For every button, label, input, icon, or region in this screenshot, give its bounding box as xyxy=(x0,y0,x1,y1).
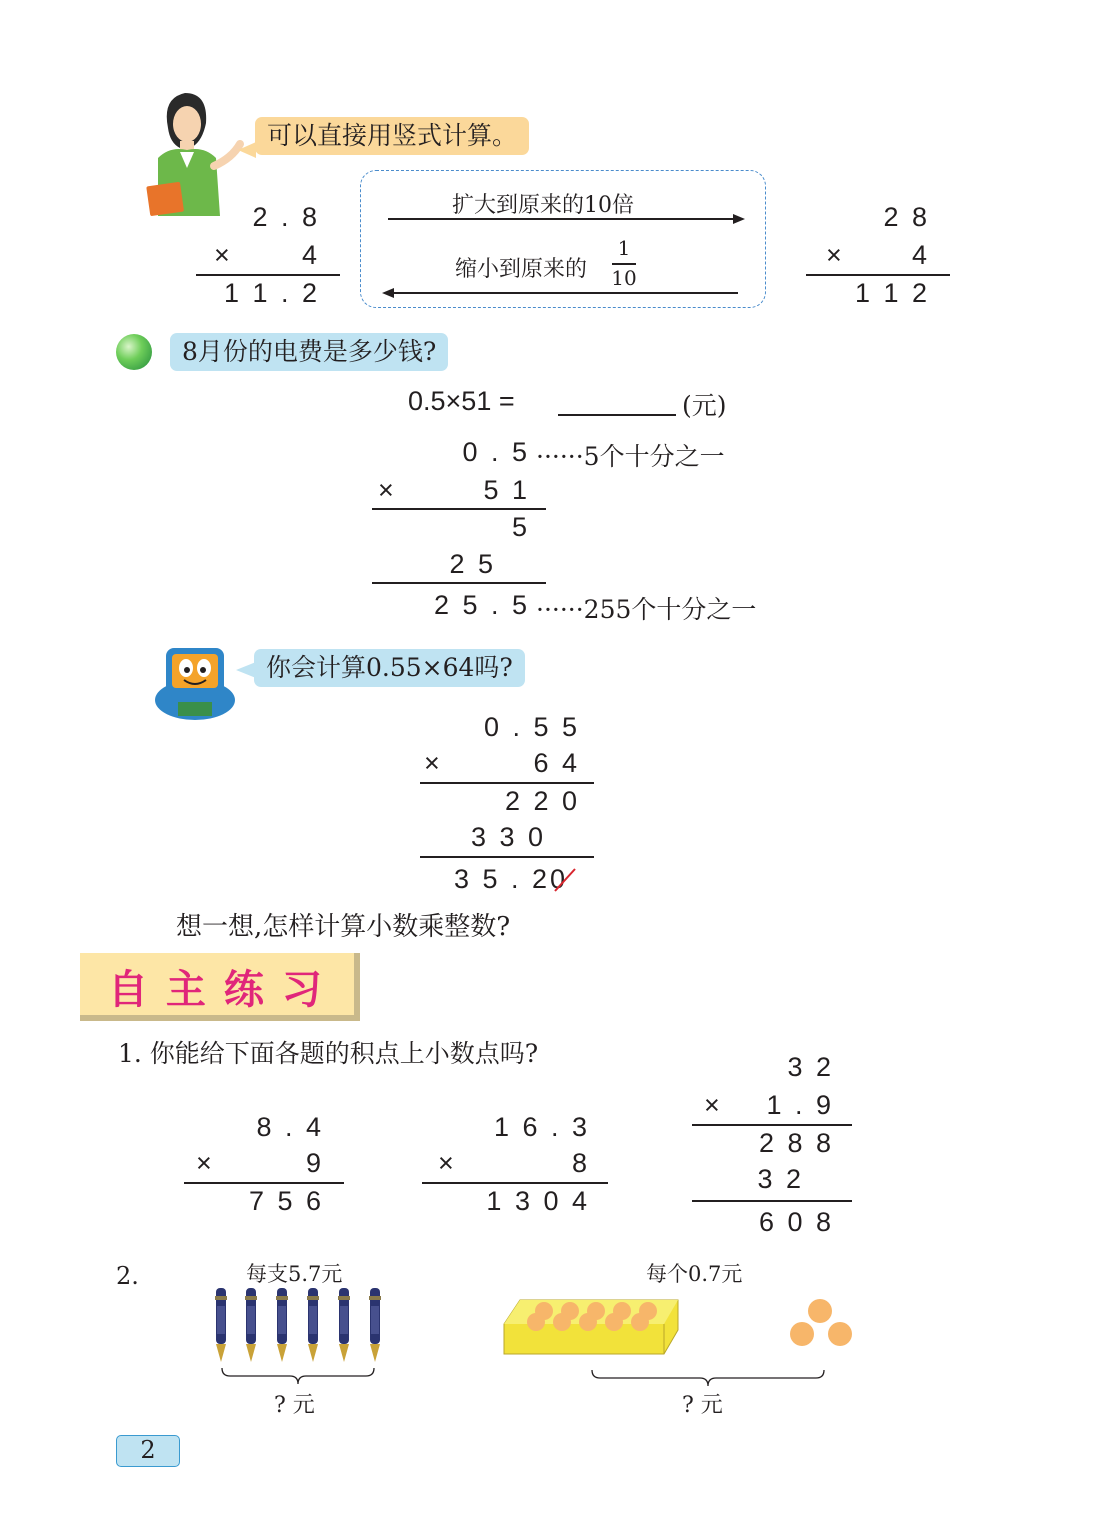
calc3-result: 3 5 . 2 xyxy=(453,864,550,894)
think-prompt: 想一想,怎样计算小数乘整数? xyxy=(176,912,511,942)
question-bubble: 8月份的电费是多少钱? xyxy=(170,333,448,371)
ex1a-rule xyxy=(184,1182,344,1184)
calc2-result-note: ······255个十分之一 xyxy=(536,595,757,624)
egg-price: 每个0.7元 xyxy=(646,1262,743,1286)
ex1-prompt: 1. 你能给下面各题的积点上小数点吗? xyxy=(118,1039,539,1068)
loose-eggs-illustration xyxy=(784,1296,856,1352)
ex1c-rule2 xyxy=(692,1200,852,1202)
pen-question: ? 元 xyxy=(274,1393,315,1418)
robot-illustration xyxy=(152,642,238,722)
cross-out-mark xyxy=(551,866,579,894)
answer-blank xyxy=(558,414,676,416)
shrink-arrow xyxy=(392,292,738,294)
shrink-arrowhead xyxy=(382,288,394,298)
ex1-left-times: × xyxy=(214,240,233,270)
calc3-mult: 6 4 xyxy=(533,748,580,778)
teacher-speech-bubble: 可以直接用竖式计算。 xyxy=(255,117,529,155)
calc3-rule2 xyxy=(420,856,594,858)
ex1-right-top: 2 8 xyxy=(883,202,930,232)
ex1b-times: × xyxy=(438,1148,457,1178)
calc3-times: × xyxy=(424,748,443,778)
page-number: 2 xyxy=(140,1436,156,1464)
egg-question: ? 元 xyxy=(682,1393,723,1418)
ex1c-partial1: 2 8 8 xyxy=(758,1128,834,1158)
shrink-label: 缩小到原来的 xyxy=(455,257,588,282)
calc3-partial2: 3 3 0 xyxy=(470,822,546,852)
robot-bubble-tail xyxy=(236,662,256,678)
section-title: 自 主 练 习 xyxy=(108,967,324,1013)
ex1a-times: × xyxy=(196,1148,215,1178)
shrink-fraction-bar xyxy=(612,263,636,265)
equation-left: 0.5×51 = xyxy=(408,386,515,416)
enlarge-arrowhead xyxy=(733,214,745,224)
ex1b-rule xyxy=(422,1182,608,1184)
ex1c-rule1 xyxy=(692,1124,852,1126)
calc2-times: × xyxy=(378,475,397,505)
calc3-top: 0 . 5 5 xyxy=(483,712,580,742)
ex1-left-top: 2 . 8 xyxy=(252,202,320,232)
calc3-partial1: 2 2 0 xyxy=(504,786,580,816)
ex1a-mult: 9 xyxy=(305,1148,324,1178)
green-ball-icon xyxy=(116,334,152,370)
ex1-right-result: 1 1 2 xyxy=(854,278,930,308)
ex1c-partial2: 3 2 xyxy=(757,1164,804,1194)
ex1-left-result: 1 1 . 2 xyxy=(223,278,320,308)
ex1-right-rule xyxy=(806,274,950,276)
ex1-right-times: × xyxy=(826,240,845,270)
ex1a-top: 8 . 4 xyxy=(256,1112,324,1142)
ex1c-mult: 1 . 9 xyxy=(766,1090,834,1120)
egg-brace xyxy=(590,1368,826,1388)
enlarge-label: 扩大到原来的10倍 xyxy=(452,193,634,218)
calc2-rule2 xyxy=(372,582,546,584)
ex1b-result: 1 3 0 4 xyxy=(486,1186,590,1216)
pen-brace xyxy=(220,1366,376,1386)
robot-speech-bubble: 你会计算0.55×64吗? xyxy=(254,649,525,687)
calc3-rule1 xyxy=(420,782,594,784)
egg-box-illustration xyxy=(500,1296,682,1358)
ex1a-result: 7 5 6 xyxy=(248,1186,324,1216)
calc2-partial2: 2 5 xyxy=(449,549,496,579)
teacher-bubble-tail xyxy=(238,142,256,158)
ex1b-mult: 8 xyxy=(571,1148,590,1178)
calc2-top-note: ······5个十分之一 xyxy=(536,442,725,471)
shrink-fraction-num: 1 xyxy=(617,236,631,260)
ex1c-times: × xyxy=(704,1090,723,1120)
calc2-rule1 xyxy=(372,508,546,510)
pens-illustration xyxy=(212,1286,384,1366)
calc2-top: 0 . 5 xyxy=(462,437,530,467)
shrink-fraction-den: 10 xyxy=(611,266,637,290)
equation-unit: (元) xyxy=(682,391,727,420)
calc2-result: 2 5 . 5 xyxy=(433,590,530,620)
calc2-mult: 5 1 xyxy=(483,475,530,505)
enlarge-arrow xyxy=(388,218,734,220)
calc2-partial1: 5 xyxy=(511,512,530,542)
ex1-left-mult: 4 xyxy=(301,240,320,270)
ex1-right-mult: 4 xyxy=(911,240,930,270)
ex1b-top: 1 6 . 3 xyxy=(493,1112,590,1142)
calc3-result-crossed-zero: 0 xyxy=(550,864,569,894)
ex1-left-rule xyxy=(196,274,340,276)
ex1c-top: 3 2 xyxy=(787,1052,834,1082)
ex2-number: 2. xyxy=(116,1262,139,1290)
pen-price: 每支5.7元 xyxy=(246,1262,343,1286)
ex1c-result: 6 0 8 xyxy=(758,1207,834,1237)
